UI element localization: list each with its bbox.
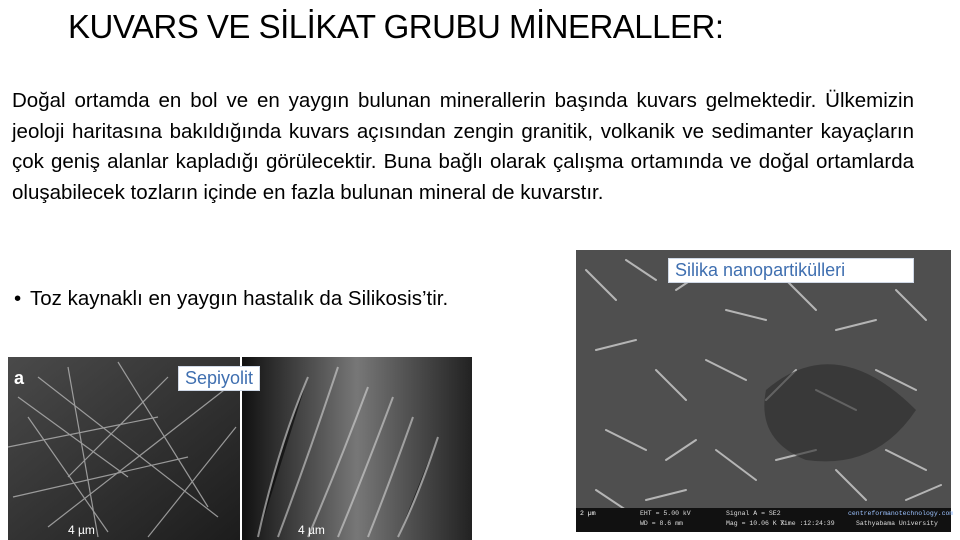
sem-univ: Sathyabama University: [856, 520, 938, 527]
slide-title: KUVARS VE SİLİKAT GRUBU MİNERALLER:: [68, 8, 724, 45]
sem-scale-label: 2 µm: [580, 510, 596, 517]
sem-time: Time :12:24:39: [780, 520, 835, 527]
silica-rods-graphic: [576, 250, 954, 532]
bullet-text: Toz kaynaklı en yaygın hastalık da Silikosis’tir.: [30, 287, 449, 310]
body-paragraph: Doğal ortamda en bol ve en yaygın bulunan minerallerin başında kuvars gelmektedir. Ülkemizin jeoloji haritasına bakıldığında kuvars açısından zengin granitik, volkanik ve sedimanter kayaçların çok geniş alanlar kapladığı görülecektir. Buna bağlı olarak çalışma ortamında ve doğal ortamlarda oluşabilecek tozların içinde en fazla bulunan mineral de kuvarstır.: [12, 89, 914, 204]
sem-site: centreformanotechnology.com: [848, 510, 954, 517]
sem-wd: WD = 8.6 mm: [640, 520, 683, 527]
scale-label-right: 4 µm: [298, 523, 325, 537]
sem-eht: EHT = 5.00 kV: [640, 510, 691, 517]
sepiolite-caption: Sepiyolit: [178, 366, 260, 391]
bullet-marker: •: [14, 287, 22, 310]
silica-caption: Silika nanopartikülleri: [668, 258, 914, 283]
silica-sem-image: [576, 250, 954, 532]
sem-signal: Signal A = SE2: [726, 510, 781, 517]
bullet-item: [14, 287, 448, 311]
panel-letter: a: [14, 368, 25, 388]
sem-info-bar: [576, 508, 954, 532]
scale-label-left: 4 µm: [68, 523, 95, 537]
sem-mag: Mag = 10.06 K X: [726, 520, 785, 527]
